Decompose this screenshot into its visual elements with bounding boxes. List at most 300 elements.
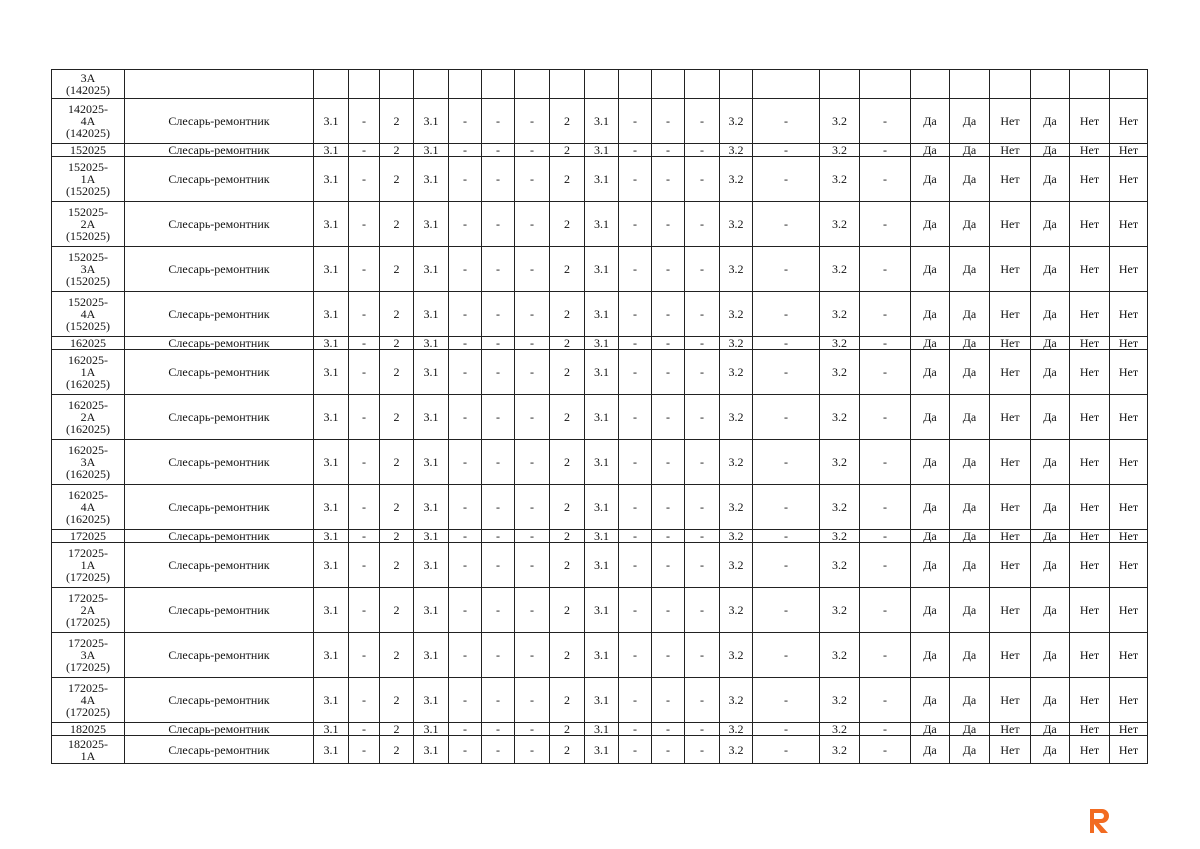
profession-cell: Слесарь-ремонтник: [125, 485, 314, 530]
value-cell: Нет: [1070, 440, 1110, 485]
value-cell: 3.1: [314, 440, 349, 485]
value-cell: 2: [550, 99, 585, 144]
value-cell: [449, 70, 482, 99]
value-cell: -: [619, 588, 652, 633]
value-cell: 3.2: [720, 543, 753, 588]
value-cell: 3.1: [414, 350, 449, 395]
value-cell: 3.1: [585, 202, 619, 247]
workplace-code-cell: 162025- 1А (162025): [52, 350, 125, 395]
value-cell: Нет: [1070, 530, 1110, 543]
value-cell: -: [619, 678, 652, 723]
value-cell: Нет: [990, 736, 1031, 764]
value-cell: 3.2: [820, 543, 860, 588]
value-cell: 3.1: [414, 157, 449, 202]
profession-cell: Слесарь-ремонтник: [125, 530, 314, 543]
value-cell: -: [619, 395, 652, 440]
value-cell: Нет: [1070, 247, 1110, 292]
profession-cell: Слесарь-ремонтник: [125, 157, 314, 202]
profession-cell: Слесарь-ремонтник: [125, 337, 314, 350]
value-cell: 2: [550, 678, 585, 723]
value-cell: Нет: [1110, 736, 1148, 764]
profession-cell: Слесарь-ремонтник: [125, 440, 314, 485]
value-cell: -: [685, 350, 720, 395]
value-cell: 2: [380, 144, 414, 157]
workplace-code-cell: 182025: [52, 723, 125, 736]
value-cell: Нет: [990, 633, 1031, 678]
value-cell: 2: [380, 633, 414, 678]
value-cell: 3.1: [414, 247, 449, 292]
value-cell: 3.2: [820, 99, 860, 144]
value-cell: 3.1: [585, 736, 619, 764]
value-cell: Нет: [1110, 440, 1148, 485]
value-cell: 2: [380, 157, 414, 202]
value-cell: -: [482, 440, 515, 485]
value-cell: -: [753, 736, 820, 764]
value-cell: -: [685, 144, 720, 157]
value-cell: 2: [550, 440, 585, 485]
value-cell: -: [619, 543, 652, 588]
value-cell: 2: [550, 247, 585, 292]
value-cell: -: [482, 736, 515, 764]
value-cell: Да: [1031, 99, 1070, 144]
value-cell: -: [482, 144, 515, 157]
value-cell: Да: [950, 395, 990, 440]
workplace-code-cell: 172025: [52, 530, 125, 543]
value-cell: 3.1: [314, 678, 349, 723]
value-cell: 3.1: [314, 157, 349, 202]
value-cell: -: [349, 144, 380, 157]
value-cell: 3.2: [720, 633, 753, 678]
value-cell: Да: [1031, 485, 1070, 530]
table-row: [52, 633, 1148, 678]
value-cell: Да: [911, 736, 950, 764]
value-cell: -: [515, 350, 550, 395]
value-cell: 3.1: [585, 723, 619, 736]
value-cell: 3.2: [720, 588, 753, 633]
value-cell: -: [449, 395, 482, 440]
value-cell: Да: [950, 350, 990, 395]
value-cell: 3.1: [585, 350, 619, 395]
profession-cell: Слесарь-ремонтник: [125, 633, 314, 678]
workplace-code-cell: 162025: [52, 337, 125, 350]
value-cell: 2: [550, 543, 585, 588]
value-cell: 2: [550, 633, 585, 678]
value-cell: 2: [380, 247, 414, 292]
value-cell: 3.1: [314, 588, 349, 633]
value-cell: 3.2: [720, 440, 753, 485]
value-cell: -: [449, 440, 482, 485]
value-cell: 3.1: [585, 337, 619, 350]
value-cell: -: [349, 530, 380, 543]
value-cell: -: [685, 440, 720, 485]
value-cell: Нет: [1110, 247, 1148, 292]
value-cell: -: [619, 530, 652, 543]
value-cell: [314, 70, 349, 99]
value-cell: 2: [380, 292, 414, 337]
value-cell: Нет: [990, 144, 1031, 157]
value-cell: -: [482, 99, 515, 144]
value-cell: -: [349, 485, 380, 530]
value-cell: Нет: [1110, 202, 1148, 247]
value-cell: Да: [1031, 678, 1070, 723]
value-cell: 3.2: [820, 736, 860, 764]
value-cell: Да: [911, 395, 950, 440]
value-cell: Да: [1031, 543, 1070, 588]
value-cell: Нет: [1070, 157, 1110, 202]
value-cell: [990, 70, 1031, 99]
value-cell: Нет: [1110, 99, 1148, 144]
workplace-code-cell: 172025- 3А (172025): [52, 633, 125, 678]
value-cell: -: [349, 350, 380, 395]
value-cell: -: [652, 440, 685, 485]
value-cell: Да: [911, 157, 950, 202]
value-cell: 3.1: [414, 99, 449, 144]
value-cell: -: [652, 723, 685, 736]
value-cell: Да: [1031, 530, 1070, 543]
value-cell: Нет: [990, 202, 1031, 247]
value-cell: -: [652, 247, 685, 292]
value-cell: 3.2: [820, 723, 860, 736]
value-cell: Нет: [990, 440, 1031, 485]
value-cell: 3.1: [414, 337, 449, 350]
value-cell: Да: [950, 202, 990, 247]
value-cell: 3.1: [314, 337, 349, 350]
value-cell: -: [515, 292, 550, 337]
value-cell: -: [753, 144, 820, 157]
profession-cell: [125, 70, 314, 99]
value-cell: -: [619, 723, 652, 736]
table-row: [52, 440, 1148, 485]
value-cell: Нет: [1070, 723, 1110, 736]
value-cell: -: [753, 723, 820, 736]
value-cell: -: [753, 292, 820, 337]
value-cell: -: [753, 543, 820, 588]
value-cell: Нет: [1110, 543, 1148, 588]
value-cell: 2: [550, 530, 585, 543]
value-cell: Нет: [1070, 337, 1110, 350]
value-cell: 3.2: [720, 99, 753, 144]
value-cell: -: [449, 157, 482, 202]
value-cell: Да: [950, 247, 990, 292]
value-cell: 2: [550, 292, 585, 337]
value-cell: 3.1: [585, 543, 619, 588]
value-cell: Да: [1031, 588, 1070, 633]
value-cell: -: [349, 736, 380, 764]
value-cell: -: [619, 144, 652, 157]
value-cell: [685, 70, 720, 99]
workplace-code-cell: 182025- 1А: [52, 736, 125, 764]
workplace-code-cell: 172025- 4А (172025): [52, 678, 125, 723]
table-row: [52, 144, 1148, 157]
value-cell: [585, 70, 619, 99]
value-cell: Да: [911, 485, 950, 530]
value-cell: 2: [550, 395, 585, 440]
value-cell: 2: [380, 678, 414, 723]
value-cell: -: [860, 247, 911, 292]
value-cell: 3.2: [720, 202, 753, 247]
value-cell: -: [860, 337, 911, 350]
value-cell: -: [449, 588, 482, 633]
value-cell: Нет: [1110, 350, 1148, 395]
profession-cell: Слесарь-ремонтник: [125, 588, 314, 633]
value-cell: -: [860, 633, 911, 678]
value-cell: -: [515, 337, 550, 350]
value-cell: -: [685, 292, 720, 337]
value-cell: 3.1: [414, 543, 449, 588]
value-cell: -: [860, 99, 911, 144]
profession-cell: Слесарь-ремонтник: [125, 99, 314, 144]
table-body: [52, 70, 1148, 764]
value-cell: 3.2: [720, 723, 753, 736]
value-cell: Да: [950, 485, 990, 530]
value-cell: Да: [911, 530, 950, 543]
value-cell: Да: [950, 633, 990, 678]
value-cell: -: [860, 202, 911, 247]
value-cell: 2: [380, 440, 414, 485]
workplace-code-cell: 152025- 1А (152025): [52, 157, 125, 202]
value-cell: Да: [950, 157, 990, 202]
value-cell: 3.1: [414, 440, 449, 485]
value-cell: [619, 70, 652, 99]
value-cell: [1070, 70, 1110, 99]
value-cell: Да: [1031, 202, 1070, 247]
value-cell: 3.1: [314, 395, 349, 440]
value-cell: 3.1: [314, 292, 349, 337]
value-cell: Нет: [990, 678, 1031, 723]
value-cell: Нет: [990, 723, 1031, 736]
value-cell: 3.2: [820, 337, 860, 350]
value-cell: 3.2: [720, 485, 753, 530]
value-cell: Нет: [1110, 588, 1148, 633]
value-cell: -: [482, 633, 515, 678]
value-cell: Нет: [1070, 736, 1110, 764]
value-cell: [550, 70, 585, 99]
value-cell: 3.1: [414, 588, 449, 633]
value-cell: -: [753, 247, 820, 292]
table-row: [52, 678, 1148, 723]
value-cell: -: [349, 157, 380, 202]
workplace-code-cell: 152025- 2А (152025): [52, 202, 125, 247]
table-row: [52, 723, 1148, 736]
value-cell: -: [349, 337, 380, 350]
value-cell: 2: [380, 202, 414, 247]
value-cell: Да: [950, 543, 990, 588]
value-cell: Да: [1031, 633, 1070, 678]
value-cell: -: [515, 678, 550, 723]
value-cell: Да: [950, 530, 990, 543]
value-cell: -: [685, 202, 720, 247]
value-cell: Нет: [1070, 543, 1110, 588]
value-cell: Нет: [1110, 678, 1148, 723]
value-cell: -: [619, 99, 652, 144]
value-cell: -: [860, 292, 911, 337]
value-cell: Да: [1031, 292, 1070, 337]
workplace-code-cell: 3А (142025): [52, 70, 125, 99]
value-cell: -: [349, 440, 380, 485]
value-cell: -: [652, 678, 685, 723]
value-cell: -: [349, 395, 380, 440]
value-cell: -: [482, 247, 515, 292]
value-cell: Нет: [1110, 337, 1148, 350]
value-cell: Нет: [990, 485, 1031, 530]
value-cell: -: [482, 723, 515, 736]
value-cell: [515, 70, 550, 99]
value-cell: Да: [950, 292, 990, 337]
value-cell: -: [349, 99, 380, 144]
table-row: [52, 736, 1148, 764]
profession-cell: Слесарь-ремонтник: [125, 678, 314, 723]
value-cell: 3.1: [585, 99, 619, 144]
workplace-code-cell: 152025- 3А (152025): [52, 247, 125, 292]
value-cell: 2: [380, 485, 414, 530]
value-cell: 3.1: [314, 144, 349, 157]
value-cell: -: [753, 485, 820, 530]
value-cell: Нет: [990, 395, 1031, 440]
value-cell: 3.2: [720, 144, 753, 157]
value-cell: -: [515, 157, 550, 202]
value-cell: -: [652, 99, 685, 144]
value-cell: Нет: [990, 292, 1031, 337]
value-cell: -: [515, 723, 550, 736]
value-cell: [1031, 70, 1070, 99]
value-cell: -: [753, 678, 820, 723]
value-cell: -: [652, 337, 685, 350]
r-logo-icon: [1088, 808, 1112, 834]
value-cell: Да: [1031, 157, 1070, 202]
workplace-code-cell: 172025- 2А (172025): [52, 588, 125, 633]
value-cell: -: [753, 530, 820, 543]
value-cell: [414, 70, 449, 99]
value-cell: -: [685, 337, 720, 350]
value-cell: Да: [911, 440, 950, 485]
table-row: [52, 99, 1148, 144]
value-cell: -: [753, 202, 820, 247]
value-cell: Да: [950, 736, 990, 764]
value-cell: 3.1: [585, 292, 619, 337]
value-cell: 3.1: [314, 99, 349, 144]
value-cell: -: [685, 543, 720, 588]
value-cell: Да: [911, 723, 950, 736]
value-cell: -: [753, 337, 820, 350]
value-cell: -: [619, 440, 652, 485]
value-cell: Нет: [990, 543, 1031, 588]
value-cell: -: [753, 157, 820, 202]
value-cell: 3.1: [414, 292, 449, 337]
value-cell: -: [860, 485, 911, 530]
value-cell: Нет: [1070, 202, 1110, 247]
table-row: [52, 485, 1148, 530]
value-cell: -: [482, 350, 515, 395]
table-row: [52, 157, 1148, 202]
profession-cell: Слесарь-ремонтник: [125, 247, 314, 292]
profession-cell: Слесарь-ремонтник: [125, 736, 314, 764]
value-cell: -: [652, 543, 685, 588]
value-cell: -: [449, 736, 482, 764]
value-cell: 3.1: [414, 530, 449, 543]
table-row: [52, 202, 1148, 247]
value-cell: 3.1: [585, 157, 619, 202]
value-cell: Нет: [1110, 157, 1148, 202]
value-cell: Да: [1031, 350, 1070, 395]
value-cell: Да: [911, 202, 950, 247]
value-cell: -: [515, 633, 550, 678]
value-cell: 3.1: [585, 144, 619, 157]
value-cell: 3.1: [585, 485, 619, 530]
value-cell: -: [860, 678, 911, 723]
value-cell: -: [449, 202, 482, 247]
value-cell: Да: [911, 633, 950, 678]
value-cell: 3.1: [314, 247, 349, 292]
value-cell: -: [860, 543, 911, 588]
value-cell: 3.2: [720, 337, 753, 350]
table-row: [52, 588, 1148, 633]
value-cell: Нет: [990, 247, 1031, 292]
value-cell: 2: [380, 350, 414, 395]
workplace-code-cell: 152025- 4А (152025): [52, 292, 125, 337]
value-cell: -: [652, 485, 685, 530]
value-cell: 3.1: [585, 633, 619, 678]
value-cell: -: [860, 588, 911, 633]
value-cell: Да: [950, 440, 990, 485]
value-cell: Да: [911, 350, 950, 395]
value-cell: -: [349, 723, 380, 736]
value-cell: -: [619, 157, 652, 202]
value-cell: 2: [550, 157, 585, 202]
value-cell: 3.2: [720, 350, 753, 395]
workplace-code-cell: 162025- 3А (162025): [52, 440, 125, 485]
table-row: [52, 337, 1148, 350]
value-cell: 2: [550, 337, 585, 350]
value-cell: -: [449, 337, 482, 350]
value-cell: -: [652, 144, 685, 157]
value-cell: Нет: [990, 157, 1031, 202]
value-cell: -: [482, 485, 515, 530]
value-cell: 3.2: [820, 202, 860, 247]
value-cell: -: [515, 485, 550, 530]
value-cell: Нет: [1070, 144, 1110, 157]
value-cell: -: [860, 144, 911, 157]
value-cell: -: [619, 337, 652, 350]
value-cell: 2: [380, 337, 414, 350]
value-cell: -: [349, 678, 380, 723]
value-cell: 3.1: [585, 440, 619, 485]
value-cell: 3.1: [314, 530, 349, 543]
value-cell: 3.1: [414, 395, 449, 440]
value-cell: Да: [950, 144, 990, 157]
table-row: [52, 292, 1148, 337]
value-cell: Да: [1031, 440, 1070, 485]
value-cell: 3.2: [820, 530, 860, 543]
value-cell: 2: [550, 350, 585, 395]
value-cell: -: [482, 678, 515, 723]
value-cell: 3.2: [820, 485, 860, 530]
value-cell: 2: [550, 485, 585, 530]
value-cell: Да: [950, 723, 990, 736]
value-cell: Нет: [1070, 485, 1110, 530]
value-cell: 3.1: [414, 723, 449, 736]
value-cell: -: [860, 440, 911, 485]
value-cell: -: [860, 723, 911, 736]
value-cell: 3.1: [414, 736, 449, 764]
value-cell: Да: [950, 678, 990, 723]
value-cell: 3.2: [820, 588, 860, 633]
workplace-code-cell: 142025- 4А (142025): [52, 99, 125, 144]
value-cell: 3.2: [820, 157, 860, 202]
value-cell: 3.1: [414, 633, 449, 678]
value-cell: 3.1: [585, 588, 619, 633]
value-cell: -: [515, 530, 550, 543]
workplace-table: [51, 69, 1148, 764]
